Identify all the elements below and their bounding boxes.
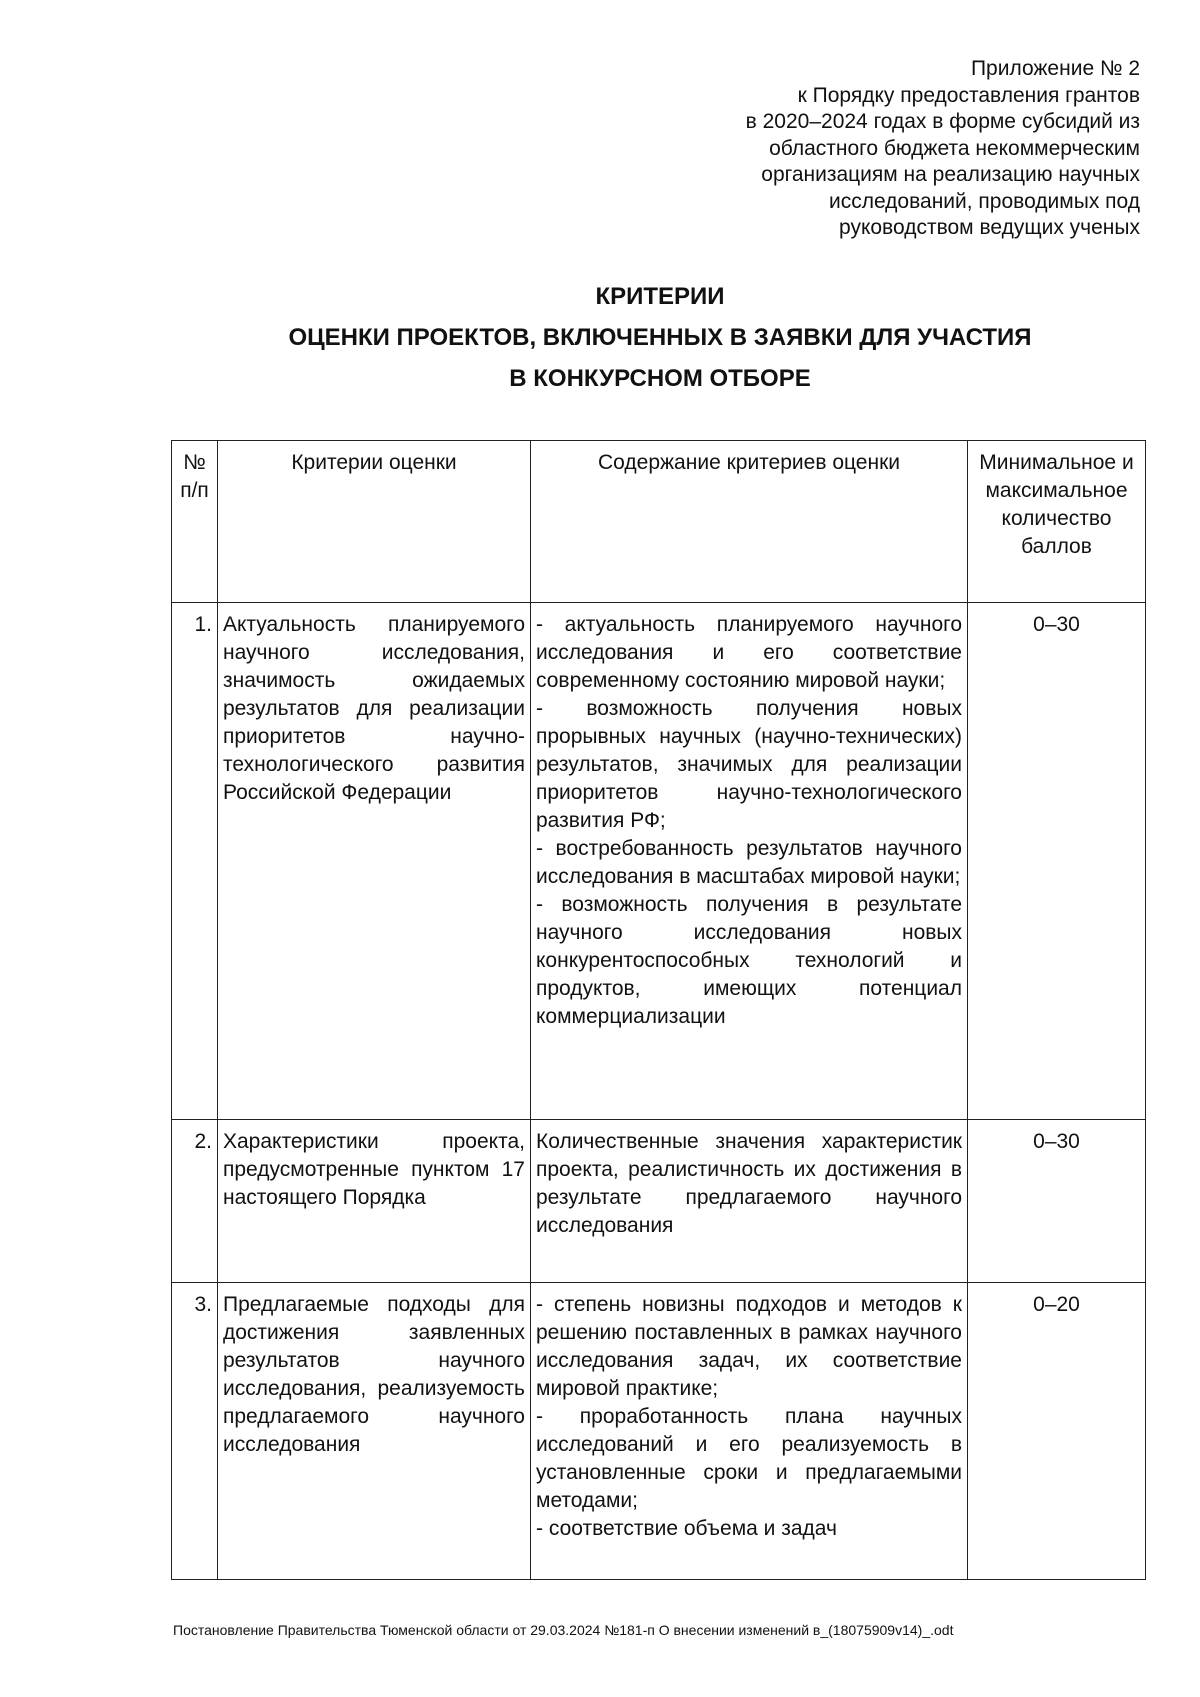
header-content: Содержание критериев оценки [531, 441, 968, 603]
row-num: 2. [172, 1120, 218, 1283]
title-line: В КОНКУРСНОМ ОТБОРЕ [509, 365, 811, 392]
row-criteria: Характеристики проекта, предусмотренные пунктом 17 настоящего Порядка [218, 1120, 531, 1283]
appendix-line: организациям на реализацию научных [761, 163, 1140, 186]
row-content: - актуальность планируемого научного исследования и его соответствие современному состоянию мировой науки; - возможность получения новых прорывных научных (научно-технических) результатов, значимых для реализации приоритетов научно-технологического развития РФ; - востребованность результатов научного исследования в масштабах мировой науки; - возможность получения в результате научного исследования новых конкурентоспособных технологий и продуктов, имеющих потенциал коммерциализации [531, 603, 968, 1120]
table-row [172, 1283, 1146, 1580]
appendix-line: исследований, проводимых под [828, 189, 1140, 213]
criteria-table [171, 440, 1146, 1580]
row-criteria: Предлагаемые подходы для достижения заявленных результатов научного исследования, реализуемость предлагаемого научного исследования [218, 1283, 531, 1580]
header-num: № п/п [172, 441, 218, 603]
document-title [160, 276, 1160, 399]
row-content: Количественные значения характеристик проекта, реалистичность их достижения в результате предлагаемого научного исследования [531, 1120, 968, 1283]
appendix-line: руководством ведущих ученых [839, 216, 1140, 239]
title-line: КРИТЕРИИ [595, 283, 725, 310]
row-score: 0–20 [968, 1283, 1146, 1580]
row-score: 0–30 [968, 603, 1146, 1120]
row-num: 3. [172, 1283, 218, 1580]
page-footer: Постановление Правительства Тюменской области от 29.03.2024 №181-п О внесении изменений в_(18075909v14)_.odt [173, 1622, 954, 1638]
appendix-line: к Порядку предоставления грантов [797, 83, 1140, 107]
appendix-line: Приложение № 2 [970, 57, 1140, 80]
row-content: - степень новизны подходов и методов к решению поставленных в рамках научного исследования задач, их соответствие мировой практике; - проработанность плана научных исследований и его реализуемость в установленные сроки и предлагаемыми методами; - соответствие объема и задач [531, 1283, 968, 1580]
table-row [172, 603, 1146, 1120]
row-criteria: Актуальность планируемого научного исследования, значимость ожидаемых результатов для реализации приоритетов научно-технологического развития Российской Федерации [218, 603, 531, 1120]
header-criteria: Критерии оценки [218, 441, 531, 603]
appendix-reference [580, 56, 1140, 242]
table-header-row [172, 441, 1146, 603]
row-score: 0–30 [968, 1120, 1146, 1283]
appendix-line: в 2020–2024 годах в форме субсидий из [745, 110, 1140, 133]
title-line: ОЦЕНКИ ПРОЕКТОВ, ВКЛЮЧЕННЫХ В ЗАЯВКИ ДЛЯ УЧАСТИЯ [288, 324, 1032, 351]
appendix-line: областного бюджета некоммерческим [769, 136, 1140, 160]
table-row [172, 1120, 1146, 1283]
header-score: Минимальное и максимальное количество баллов [968, 441, 1146, 603]
row-num: 1. [172, 603, 218, 1120]
